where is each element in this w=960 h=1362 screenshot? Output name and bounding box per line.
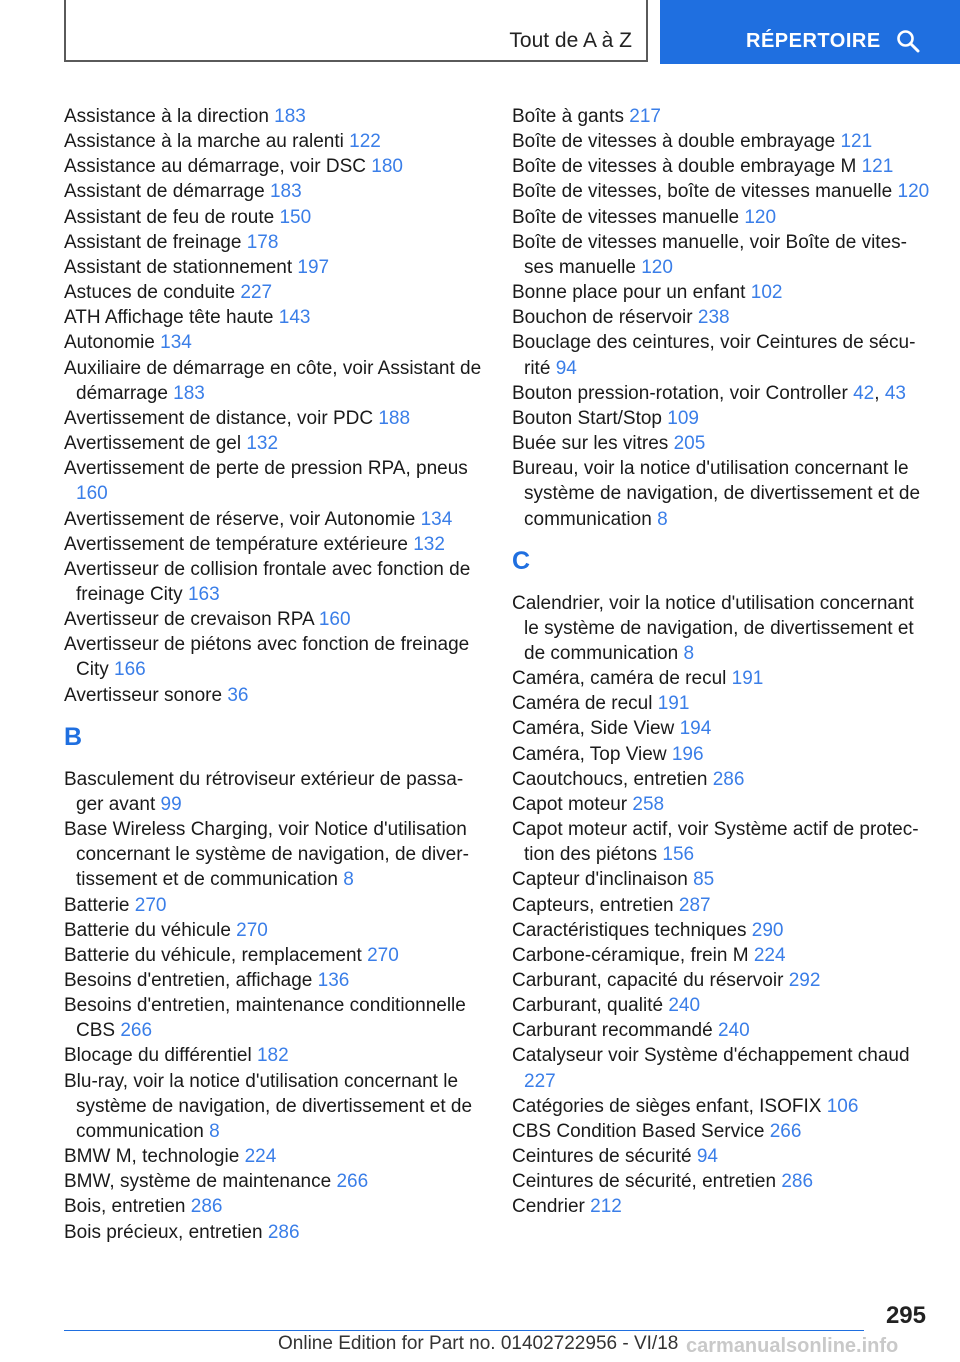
index-entry	[64, 330, 484, 355]
index-entry	[64, 683, 484, 708]
index-entry	[512, 431, 930, 456]
index-entry	[512, 305, 930, 330]
index-entry	[64, 1043, 484, 1068]
page-ref-link[interactable]: 120	[744, 206, 777, 228]
index-entry	[512, 154, 930, 179]
index-entry	[512, 867, 930, 892]
index-entry	[512, 1119, 930, 1144]
page-ref-link[interactable]: 183	[274, 106, 306, 127]
index-entry	[512, 129, 930, 154]
index-entry-text: Assistant de freinage	[64, 231, 247, 253]
index-entry-text: Boîte à gants	[512, 106, 630, 127]
footer-text: Online Edition for Part no. 01402722956 - VI/18	[278, 1333, 679, 1354]
page-ref-link[interactable]: 188	[378, 407, 411, 429]
page-ref-link[interactable]: 286	[781, 1171, 814, 1193]
page-ref-link[interactable]: 132	[413, 533, 445, 555]
index-entry-text: Carbone-céramique, frein M	[512, 944, 754, 966]
index-entry	[64, 767, 484, 817]
index-entry-text: Besoins d'entretien, affichage	[64, 970, 318, 991]
page-ref-link[interactable]: 8	[683, 642, 695, 664]
index-entry-text: Caoutchoucs, entretien	[512, 768, 713, 790]
index-entry-text: Blu-ray, voir la notice d'utilisation concernant le système de navigation, de divertissement et de communication	[64, 1070, 473, 1142]
index-entry	[512, 792, 930, 817]
index-entry-text: Avertissement de distance, voir PDC	[64, 407, 379, 429]
index-entry	[512, 179, 930, 204]
index-entry	[64, 532, 484, 557]
index-entry-text: Boîte de vitesses manuelle, voir Boîte de vitesses manuelle	[512, 231, 907, 278]
index-entry	[512, 1169, 930, 1194]
index-entry-text: Besoins d'entretien, maintenance conditionnelle CBS	[64, 995, 466, 1042]
page-ref-link[interactable]: 42	[853, 382, 875, 404]
page-ref-link[interactable]: 290	[751, 919, 784, 941]
index-entry	[64, 1144, 484, 1169]
index-entry	[64, 918, 484, 943]
page-ref-link[interactable]: 286	[190, 1196, 223, 1218]
index-entry	[512, 104, 930, 129]
index-entry	[64, 129, 484, 154]
index-entry-text: Caractéristiques techniques	[512, 919, 752, 941]
index-entry-text: Bois, entretien	[64, 1196, 191, 1218]
index-entry	[64, 456, 484, 506]
index-column-right	[512, 104, 930, 1220]
index-entry-text: Batterie du véhicule	[64, 919, 237, 941]
index-entry-text: Buée sur les vitres	[512, 433, 674, 455]
page-ref-link[interactable]: 163	[187, 583, 220, 605]
index-entry	[512, 1018, 930, 1043]
index-entry	[512, 691, 930, 716]
index-entry	[64, 1169, 484, 1194]
index-entry-text: Calendrier, voir la notice d'utilisation concernant le système de navigation, de divertissement et de communication	[512, 592, 914, 664]
index-entry	[64, 1069, 484, 1144]
index-entry	[64, 943, 484, 968]
tab-repertoire-label: RÉPERTOIRE	[746, 30, 881, 52]
index-section-letter: B	[64, 722, 83, 751]
index-entry-text: Assistance au démarrage, voir DSC	[64, 156, 372, 178]
index-entry	[64, 507, 484, 532]
index-entry-text: Bouton pression-rotation, voir Controller	[512, 382, 854, 404]
page-ref-link[interactable]: 191	[657, 693, 690, 715]
index-entry-text: Capot moteur actif, voir Système actif de protection des piétons	[512, 819, 919, 866]
index-entry-text: Caméra de recul	[512, 693, 658, 715]
page-ref-link[interactable]: 196	[671, 743, 704, 765]
index-entry	[64, 968, 484, 993]
index-entry-text: Carburant, qualité	[512, 995, 669, 1017]
index-entry	[512, 1094, 930, 1119]
index-entry-text: Boîte de vitesses à double embrayage	[512, 131, 841, 153]
footer-divider	[64, 1330, 864, 1331]
index-entry-text: Avertisseur de collision frontale avec fonction de freinage City	[64, 558, 471, 605]
index-entry-text: Avertissement de température extérieure	[64, 533, 414, 555]
page-ref-link[interactable]: 143	[278, 307, 311, 329]
index-entry	[64, 104, 484, 129]
index-entry	[512, 1194, 930, 1219]
page-ref-link[interactable]: 8	[657, 508, 668, 530]
page-ref-link[interactable]: 270	[236, 919, 268, 941]
index-entry-text: Boîte de vitesses à double embrayage M	[512, 156, 862, 178]
page-ref-link[interactable]: 106	[826, 1095, 859, 1117]
index-entry	[512, 406, 930, 431]
page-ref-link[interactable]: 156	[662, 844, 695, 866]
index-entry-text: Ceintures de sécurité	[512, 1146, 697, 1168]
page-ref-link[interactable]: 227	[524, 1070, 556, 1092]
index-entry	[512, 893, 930, 918]
index-entry	[512, 1043, 930, 1093]
index-entry	[512, 742, 930, 767]
page-ref-link[interactable]: 160	[76, 483, 108, 505]
page-ref-link[interactable]: 134	[420, 508, 453, 530]
index-entry-text: Assistant de démarrage	[64, 181, 270, 203]
page-ref-link[interactable]: 266	[120, 1020, 153, 1042]
page-ref-link[interactable]: 286	[267, 1221, 300, 1243]
index-entry-text: Catégories de sièges enfant, ISOFIX	[512, 1095, 827, 1117]
index-entry-text: Caméra, Top View	[512, 743, 672, 765]
page-number: 295	[885, 1302, 926, 1329]
index-entry-text: Capteur d'inclinaison	[512, 869, 694, 891]
index-entry-text: Batterie	[64, 894, 135, 916]
index-entry-text: Avertissement de réserve, voir Autonomie	[64, 508, 421, 530]
index-entry-text: Caméra, caméra de recul	[512, 668, 732, 690]
index-entry-text: Bouchon de réservoir	[512, 307, 698, 329]
index-entry-text: Avertisseur sonore	[64, 684, 228, 706]
page-ref-link[interactable]: 120	[897, 181, 930, 203]
index-entry-text: CBS Condition Based Service	[512, 1120, 770, 1142]
page-ref-link[interactable]: 212	[590, 1196, 622, 1218]
index-entry	[64, 632, 484, 682]
index-entry	[64, 230, 484, 255]
page-ref-link[interactable]: 270	[367, 944, 399, 966]
index-entry-text: Caméra, Side View	[512, 718, 680, 740]
page-ref-link[interactable]: 109	[667, 407, 699, 429]
index-entry	[64, 1220, 484, 1245]
tab-tout-de-a-a-z[interactable]	[64, 0, 648, 62]
index-entry	[512, 767, 930, 792]
page-ref-link[interactable]: 197	[297, 256, 330, 278]
index-entry-text: Carburant, capacité du réservoir	[512, 970, 789, 991]
index-entry-text: Boîte de vitesses manuelle	[512, 206, 745, 228]
page-ref-link[interactable]: 150	[279, 206, 312, 228]
page-ref-link[interactable]: 178	[246, 231, 279, 253]
index-entry-text: Assistance à la marche au ralenti	[64, 131, 350, 153]
index-entry-text: Avertissement de perte de pression RPA, pneus	[64, 458, 468, 480]
index-entry-text: Astuces de conduite	[64, 282, 241, 304]
page-ref-link[interactable]: 8	[209, 1120, 220, 1142]
page-ref-link[interactable]: 270	[134, 894, 167, 916]
index-entry	[64, 280, 484, 305]
index-entry	[64, 993, 484, 1043]
index-entry	[512, 1144, 930, 1169]
index-entry	[64, 356, 484, 406]
index-entry-text: Bouton Start/Stop	[512, 407, 668, 429]
index-entry	[64, 817, 484, 892]
index-entry-text: Autonomie	[64, 332, 161, 354]
index-entry-text: Bouclage des ceintures, voir Ceintures de sécurité	[512, 332, 916, 379]
index-entry	[512, 968, 930, 993]
page-ref-link[interactable]: 292	[788, 970, 821, 991]
page-ref-link[interactable]: 85	[693, 869, 715, 891]
page-ref-link[interactable]: 191	[731, 668, 764, 690]
index-entry-text: Batterie du véhicule, remplacement	[64, 944, 368, 966]
index-entry-text: Avertisseur de crevaison RPA	[64, 609, 319, 631]
index-entry-text: Avertisseur de piétons avec fonction de freinage City	[64, 634, 470, 681]
index-entry	[64, 1194, 484, 1219]
page-ref-link[interactable]: 217	[629, 106, 661, 127]
index-entry-text: Cendrier	[512, 1196, 591, 1218]
index-entry-text: Avertissement de gel	[64, 433, 247, 455]
tab-repertoire[interactable]	[660, 0, 960, 64]
page-ref-link[interactable]: 258	[632, 793, 665, 815]
index-entry	[512, 716, 930, 741]
index-column-left	[64, 104, 484, 1245]
index-entry-text: Catalyseur voir Système d'échappement chaud	[512, 1045, 910, 1067]
page-ref-link[interactable]: 43	[884, 382, 906, 404]
index-entry	[64, 557, 484, 607]
page-ref-link[interactable]: 240	[717, 1020, 750, 1042]
index-entry-text: Blocage du différentiel	[64, 1045, 257, 1067]
index-entry	[512, 591, 930, 666]
page-ref-link[interactable]: 287	[678, 894, 711, 916]
search-icon[interactable]	[896, 29, 920, 53]
index-entry	[512, 205, 930, 230]
index-entry-text: BMW, système de maintenance	[64, 1171, 337, 1193]
index-entry	[64, 255, 484, 280]
index-entry-text: Auxiliaire de démarrage en côte, voir Assistant de démarrage	[64, 357, 482, 404]
page-ref-link[interactable]: 205	[673, 433, 706, 455]
page-ref-link[interactable]: 94	[696, 1146, 718, 1168]
index-entry	[512, 817, 930, 867]
index-entry	[64, 406, 484, 431]
page-ref-link[interactable]: 94	[555, 357, 577, 379]
index-entry	[64, 154, 484, 179]
index-entry: Bouton pression-rotation, voir Controller 42, 43	[512, 382, 906, 404]
page-ref-link[interactable]: 286	[712, 768, 745, 790]
index-entry-text: Assistance à la direction	[64, 106, 275, 127]
page-ref-link[interactable]: 36	[227, 684, 249, 706]
index-entry	[512, 456, 930, 531]
page-ref-link[interactable]: 266	[769, 1120, 802, 1142]
index-entry	[64, 431, 484, 456]
index-entry-text: Capot moteur	[512, 793, 633, 815]
index-entry	[512, 993, 930, 1018]
index-entry-text: ATH Affichage tête haute	[64, 307, 279, 329]
page-ref-link[interactable]: 182	[256, 1045, 289, 1067]
page-ref-link[interactable]: 240	[668, 995, 701, 1017]
index-entry	[64, 179, 484, 204]
index-entry-text: Bureau, voir la notice d'utilisation concernant le système de navigation, de divertissement et de communication	[512, 458, 921, 530]
index-entry-text: Carburant recommandé	[512, 1020, 718, 1042]
page-ref-link[interactable]: 183	[269, 181, 302, 203]
index-entry	[512, 666, 930, 691]
page-ref-link[interactable]: 102	[750, 282, 783, 304]
page-ref-link[interactable]: 194	[679, 718, 712, 740]
page-ref-link[interactable]: 8	[343, 869, 354, 891]
page-ref-link[interactable]: 224	[244, 1146, 277, 1168]
tab-atoz-label: Tout de A à Z	[509, 29, 632, 52]
index-entry	[64, 607, 484, 632]
watermark-logo: carmanualsonline.info	[686, 1335, 899, 1357]
page-ref-link[interactable]: 134	[160, 332, 192, 354]
index-entry-text: BMW M, technologie	[64, 1146, 245, 1168]
index-entry-text: Ceintures de sécurité, entretien	[512, 1171, 782, 1193]
index-entry-text: Assistant de stationnement	[64, 256, 298, 278]
index-section-letter: C	[512, 546, 531, 575]
index-entry-text: Basculement du rétroviseur extérieur de passager avant	[64, 768, 464, 815]
page-ref-link[interactable]: 266	[336, 1171, 369, 1193]
page-ref-link[interactable]: 120	[641, 256, 673, 278]
index-entry-text: Boîte de vitesses, boîte de vitesses manuelle	[512, 181, 898, 203]
page-ref-link[interactable]: 121	[840, 131, 873, 153]
index-entry	[64, 305, 484, 330]
page-ref-link[interactable]: 121	[861, 156, 894, 178]
index-entry	[512, 943, 930, 968]
page-ref-link[interactable]: 132	[246, 433, 279, 455]
index-entry	[512, 918, 930, 943]
page-ref-link[interactable]: 183	[173, 382, 205, 404]
index-entry-text: Base Wireless Charging, voir Notice d'utilisation concernant le système de navigation, de divertissement et de communication	[64, 819, 469, 891]
index-entry	[512, 230, 930, 280]
page-ref-link[interactable]: 166	[114, 659, 146, 681]
index-entry	[512, 330, 930, 380]
page-ref-link[interactable]: 160	[318, 609, 351, 631]
index-entry-text: Bois précieux, entretien	[64, 1221, 268, 1243]
page-ref-link[interactable]: 238	[697, 307, 730, 329]
index-entry-text: Bonne place pour un enfant	[512, 282, 751, 304]
index-entry	[64, 205, 484, 230]
page-ref-link[interactable]: 224	[753, 944, 786, 966]
page-ref-link[interactable]: 122	[349, 131, 381, 153]
index-entry-text: Assistant de feu de route	[64, 206, 280, 228]
page-ref-link[interactable]: 180	[371, 156, 403, 178]
index-entry	[64, 893, 484, 918]
index-entry	[512, 280, 930, 305]
page-ref-link[interactable]: 99	[160, 793, 182, 815]
index-entry-text: Capteurs, entretien	[512, 894, 679, 916]
page-ref-link[interactable]: 227	[240, 282, 273, 304]
page-ref-link[interactable]: 136	[317, 970, 350, 991]
